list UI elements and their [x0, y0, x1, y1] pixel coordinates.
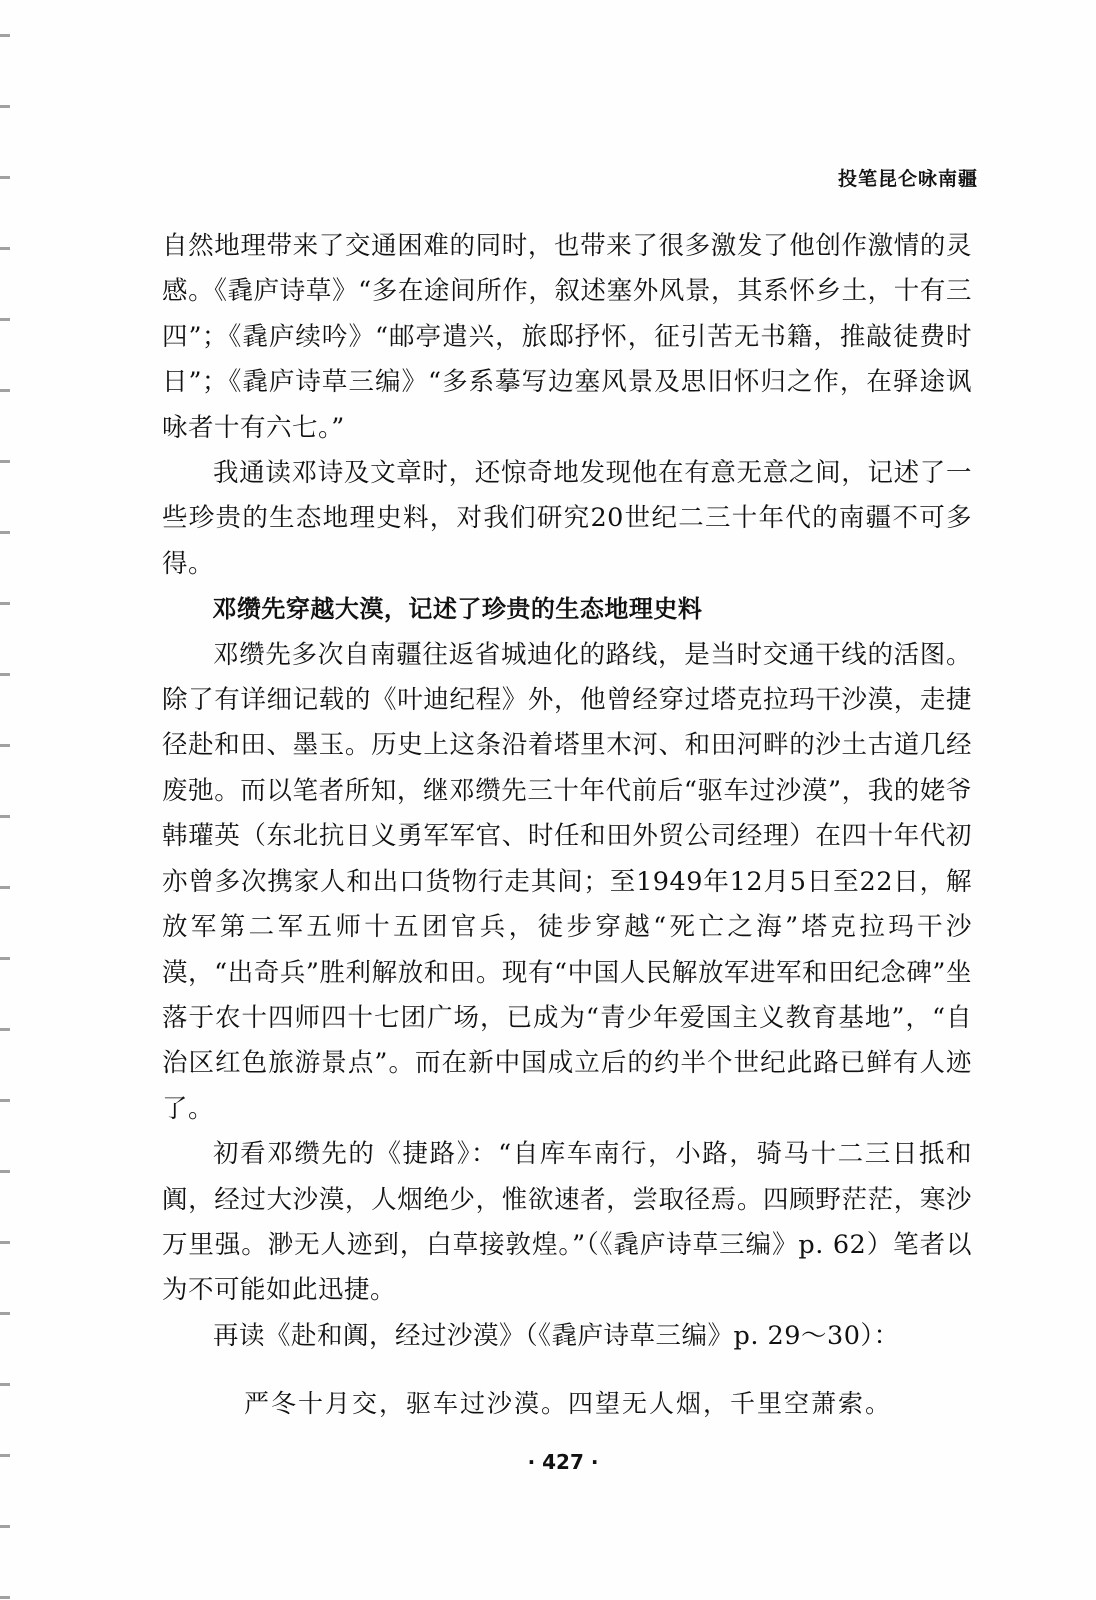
scan-edge-marks	[0, 0, 10, 1600]
page-number: · 427 ·	[527, 1450, 599, 1474]
paragraph: 自然地理带来了交通困难的同时，也带来了很多激发了他创作激情的灵感。《毳庐诗草》“多在途间所作，叙述塞外风景，其系怀乡土，十有三四”；《毳庐续吟》“邮亭遣兴，旅邸抒怀，征引苦无书籍，推敲徒费时日”；《毳庐诗草三编》“多系摹写边塞风景及思旧怀归之作，在驿途讽咏者十有六七。”	[162, 231, 972, 443]
section-heading: 邓缵先穿越大漠，记述了珍贵的生态地理史料	[212, 595, 703, 624]
running-header-title: 投笔昆仑咏南疆	[837, 168, 978, 190]
paragraph: 初看邓缵先的《捷路》：“自库车南行，小路，骑马十二三日抵和阗，经过大沙漠，人烟绝少，惟欲速者，尝取径焉。四顾野茫茫，寒沙万里强。渺无人迹到，白草接敦煌。”（《毳庐诗草三编》p. 62）笔者以为不可能如此迅捷。	[162, 1139, 972, 1306]
poem-verse-line: 严冬十月交，驱车过沙漠。四望无人烟，千里空萧索。	[243, 1389, 892, 1418]
paragraph: 再读《赴和阗，经过沙漠》（《毳庐诗草三编》p. 29～30）：	[213, 1320, 900, 1351]
paragraph: 我通读邓诗及文章时，还惊奇地发现他在有意无意之间，记述了一些珍贵的生态地理史料，对我们研究20世纪二三十年代的南疆不可多得。	[162, 458, 972, 579]
main-text-block	[162, 224, 972, 1359]
paragraph: 邓缵先多次自南疆往返省城迪化的路线，是当时交通干线的活图。除了有详细记载的《叶迪纪程》外，他曾经穿过塔克拉玛干沙漠，走捷径赴和田、墨玉。历史上这条沿着塔里木河、和田河畔的沙土古道几经废弛。而以笔者所知，继邓缵先三十年代前后“驱车过沙漠”，我的姥爷韩瓘英（东北抗日义勇军军官、时任和田外贸公司经理）在四十年代初亦曾多次携家人和出口货物行走其间；至1949年12月5日至22日，解放军第二军五师十五团官兵，徒步穿越“死亡之海”塔克拉玛干沙漠，“出奇兵”胜利解放和田。现有“中国人民解放军进军和田纪念碑”坐落于农十四师四十七团广场，已成为“青少年爱国主义教育基地”，“自治区红色旅游景点”。而在新中国成立后的约半个世纪此路已鲜有人迹了。	[162, 639, 972, 1124]
